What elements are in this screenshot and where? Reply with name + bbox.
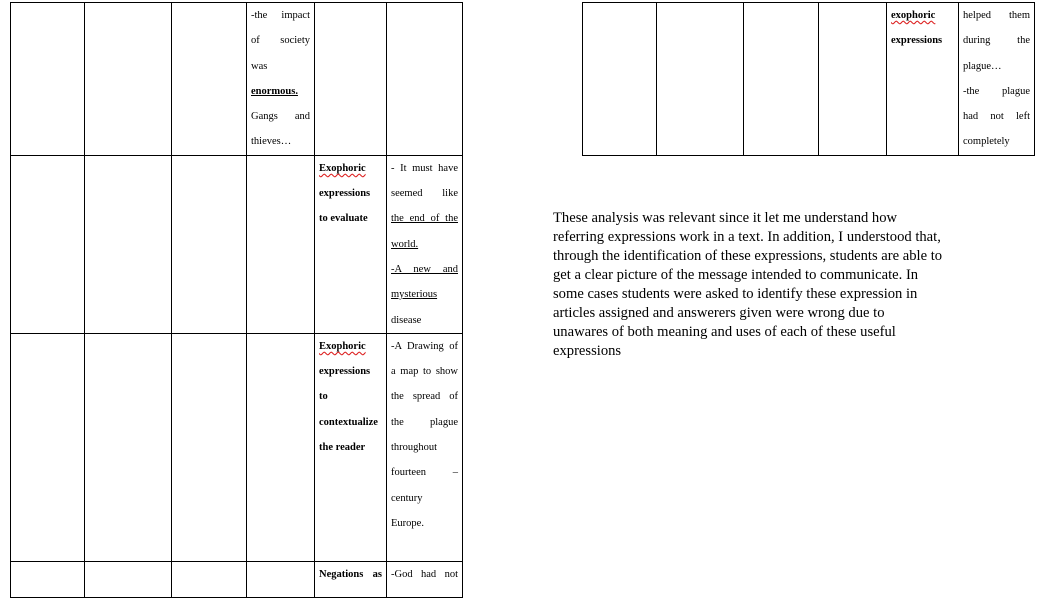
cell-line: -the impact <box>251 10 310 21</box>
cell-line: -A new and <box>391 263 458 275</box>
category-cell <box>315 333 387 561</box>
cell-line: contextualize <box>319 416 378 428</box>
cell-line: expressions <box>319 188 371 200</box>
table-row <box>11 333 463 561</box>
example-cell <box>387 155 463 333</box>
table-row <box>583 3 1035 156</box>
empty-cell <box>247 561 315 597</box>
cell-line: to <box>319 391 328 403</box>
cell-line: expressions <box>891 35 943 47</box>
category-cell <box>887 3 959 156</box>
cell-line: the plague <box>391 416 458 428</box>
cell-line: expressions <box>319 366 371 378</box>
category-cell <box>315 155 387 333</box>
cell-line: - It must have <box>391 162 458 174</box>
paragraph-line: through the identification of these expressions, students are able to <box>553 248 943 264</box>
cell-line: -God had not <box>391 568 458 580</box>
cell-line: mysterious <box>391 289 438 301</box>
empty-cell <box>11 561 85 597</box>
paragraph-line: expressions <box>553 343 622 359</box>
paragraph-line: unawares of both meaning and uses of each of these useful <box>553 324 896 340</box>
example-cell <box>387 561 463 597</box>
cell-line: was <box>251 60 268 72</box>
empty-cell <box>247 155 315 333</box>
empty-cell <box>819 3 887 156</box>
cell-line: seemed like <box>391 188 458 200</box>
cell-line: Europe. <box>391 517 424 529</box>
example-cell <box>247 3 315 156</box>
cell-line: to evaluate <box>319 213 368 225</box>
paragraph-line: referring expressions work in a text. In addition, I understood that, <box>553 229 941 245</box>
cell-line: plague… <box>963 60 1002 72</box>
category-cell <box>315 561 387 597</box>
cell-line: exophoric <box>891 10 936 21</box>
cell-line: disease <box>391 314 422 326</box>
empty-cell <box>744 3 819 156</box>
empty-cell <box>172 155 247 333</box>
empty-cell <box>85 3 172 156</box>
table-row <box>11 561 463 597</box>
cell-line: the reader <box>319 442 366 454</box>
empty-cell <box>247 333 315 561</box>
empty-cell <box>11 3 85 156</box>
empty-cell <box>583 3 657 156</box>
cell-line: Exophoric <box>319 340 366 352</box>
example-cell <box>387 333 463 561</box>
empty-cell <box>85 561 172 597</box>
table-row <box>11 155 463 333</box>
left-analysis-table <box>10 2 463 598</box>
cell-line: completely <box>963 136 1010 148</box>
cell-line: the spread of <box>391 391 458 403</box>
table-row <box>11 3 463 156</box>
cell-line: the end of the <box>391 213 458 225</box>
empty-cell <box>85 155 172 333</box>
cell-line: fourteen – <box>391 467 458 479</box>
cell-line: a map to show <box>391 366 458 378</box>
cell-line: Gangs and <box>251 111 310 123</box>
empty-cell <box>387 3 463 156</box>
reflection-paragraph <box>553 209 958 361</box>
cell-line: Exophoric <box>319 162 366 174</box>
paragraph-line: These analysis was relevant since it let me understand how <box>553 210 898 226</box>
cell-line: during the <box>963 35 1030 47</box>
cell-line: world. <box>391 238 419 250</box>
empty-cell <box>657 3 744 156</box>
empty-cell <box>172 3 247 156</box>
cell-line: Negations as <box>319 568 382 580</box>
empty-cell <box>85 333 172 561</box>
empty-cell <box>172 333 247 561</box>
cell-line: century <box>391 492 423 504</box>
empty-cell <box>11 155 85 333</box>
empty-cell <box>11 333 85 561</box>
cell-line: -A Drawing of <box>391 340 458 352</box>
cell-line: thieves… <box>251 136 292 148</box>
cell-line: -the plague <box>963 85 1030 97</box>
cell-line: of society <box>251 35 310 47</box>
right-analysis-table <box>582 2 1035 156</box>
cell-line: helped them <box>963 10 1030 21</box>
cell-line: had not left <box>963 111 1030 123</box>
paragraph-line: articles assigned and answerers given were wrong due to <box>553 305 885 321</box>
empty-cell <box>315 3 387 156</box>
cell-line: throughout <box>391 442 438 454</box>
paragraph-line: get a clear picture of the message intended to communicate. In <box>553 267 919 283</box>
cell-line: enormous. <box>251 85 298 97</box>
example-cell <box>959 3 1035 156</box>
empty-cell <box>172 561 247 597</box>
paragraph-line: some cases students were asked to identify these expression in <box>553 286 918 302</box>
